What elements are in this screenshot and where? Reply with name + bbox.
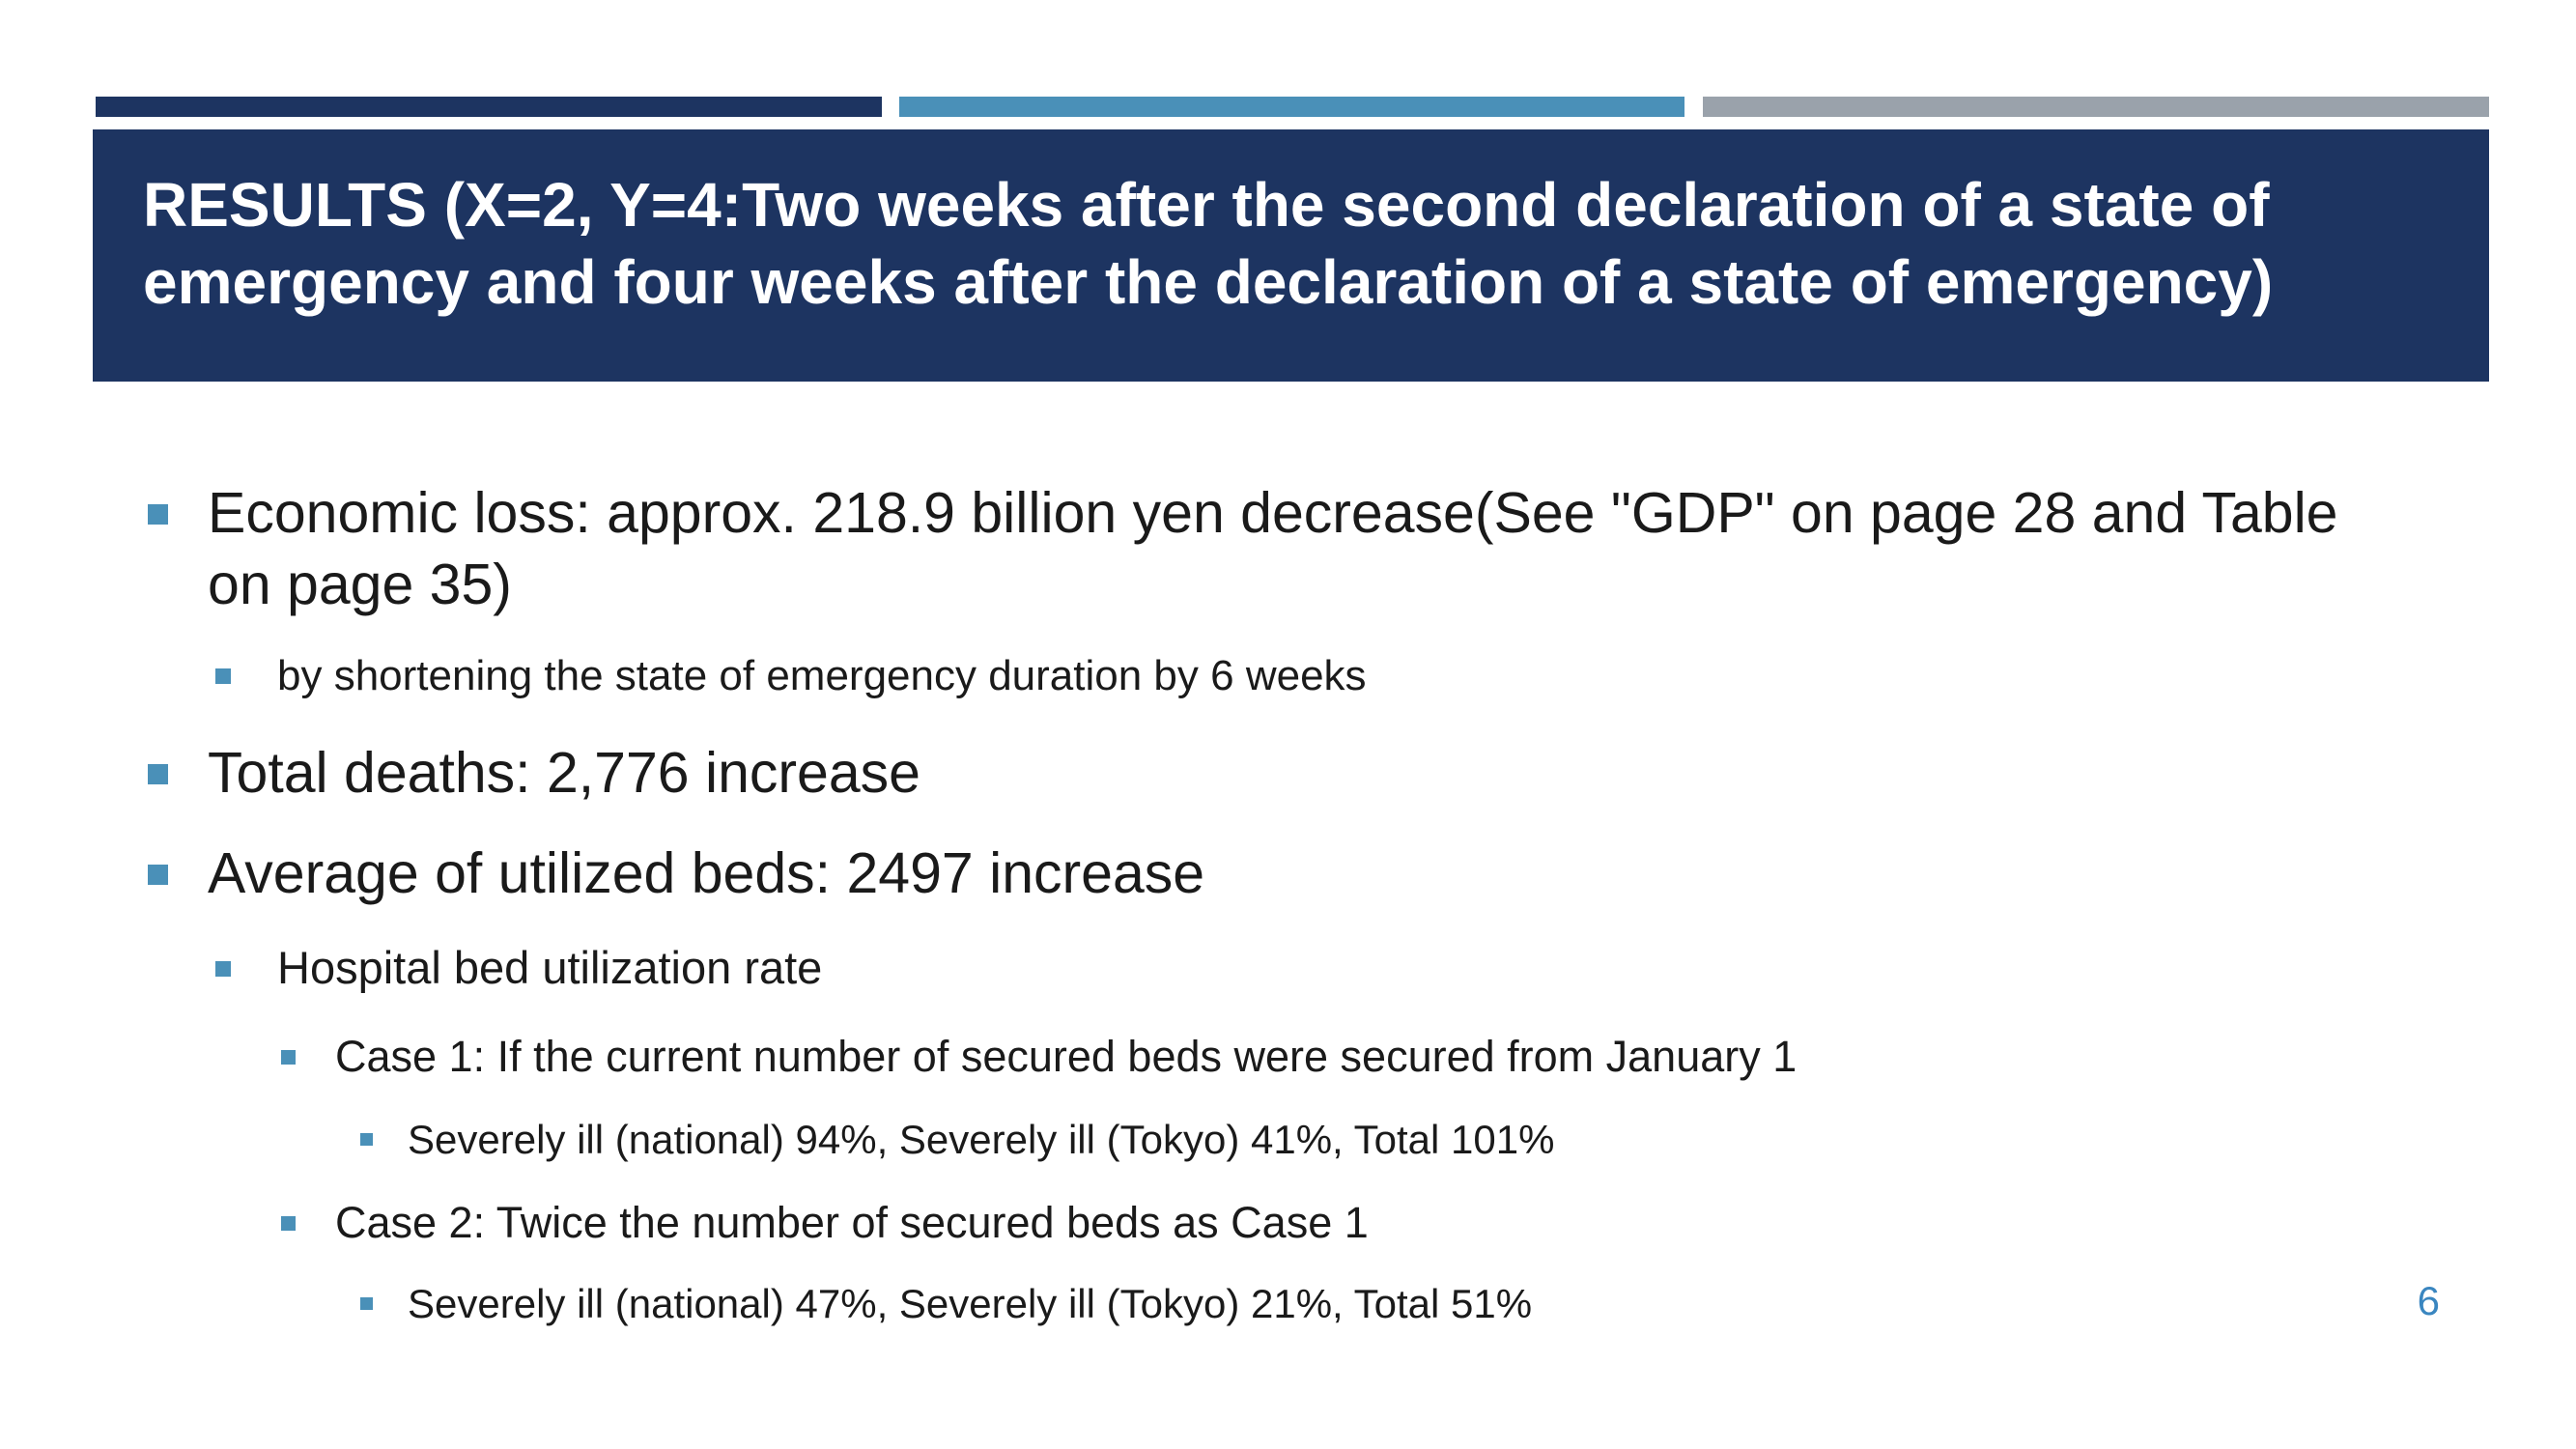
bullet-square-icon: [215, 961, 231, 977]
bullet-square-icon: [360, 1297, 373, 1310]
bullet-square-icon: [281, 1050, 296, 1065]
bullet-text: Severely ill (national) 94%, Severely ill (Tokyo) 41%, Total 101%: [408, 1117, 1555, 1162]
page-number: 6: [2417, 1278, 2440, 1323]
bullet-square-icon: [148, 504, 168, 525]
bullet-square-icon: [148, 764, 168, 784]
bullet-text: by shortening the state of emergency duration by 6 weeks: [277, 652, 1367, 699]
bullet-text: Average of utilized beds: 2497 increase: [208, 841, 1205, 905]
bullet-square-icon: [148, 865, 168, 885]
bullet-text: Hospital bed utilization rate: [277, 942, 823, 993]
slide-title: RESULTS (X=2, Y=4:Two weeks after the second declaration of a state of emergency and four weeks after the declaration of a state of emergency): [143, 170, 2274, 317]
bullet-text: Case 2: Twice the number of secured beds as Case 1: [335, 1198, 1369, 1247]
bullet-text: Severely ill (national) 47%, Severely ill (Tokyo) 21%, Total 51%: [408, 1281, 1533, 1326]
bullet-text: Total deaths: 2,776 increase: [208, 741, 920, 805]
bullet-text-line2: on page 35): [208, 553, 512, 616]
bullet-text-line1: Economic loss: approx. 218.9 billion yen decrease(See "GDP" on page 28 and Table: [208, 481, 2338, 545]
bullet-square-icon: [360, 1133, 373, 1146]
bullet-square-icon: [215, 668, 231, 684]
bullet-text: Case 1: If the current number of secured beds were secured from January 1: [335, 1032, 1798, 1081]
bullet-square-icon: [281, 1216, 296, 1231]
